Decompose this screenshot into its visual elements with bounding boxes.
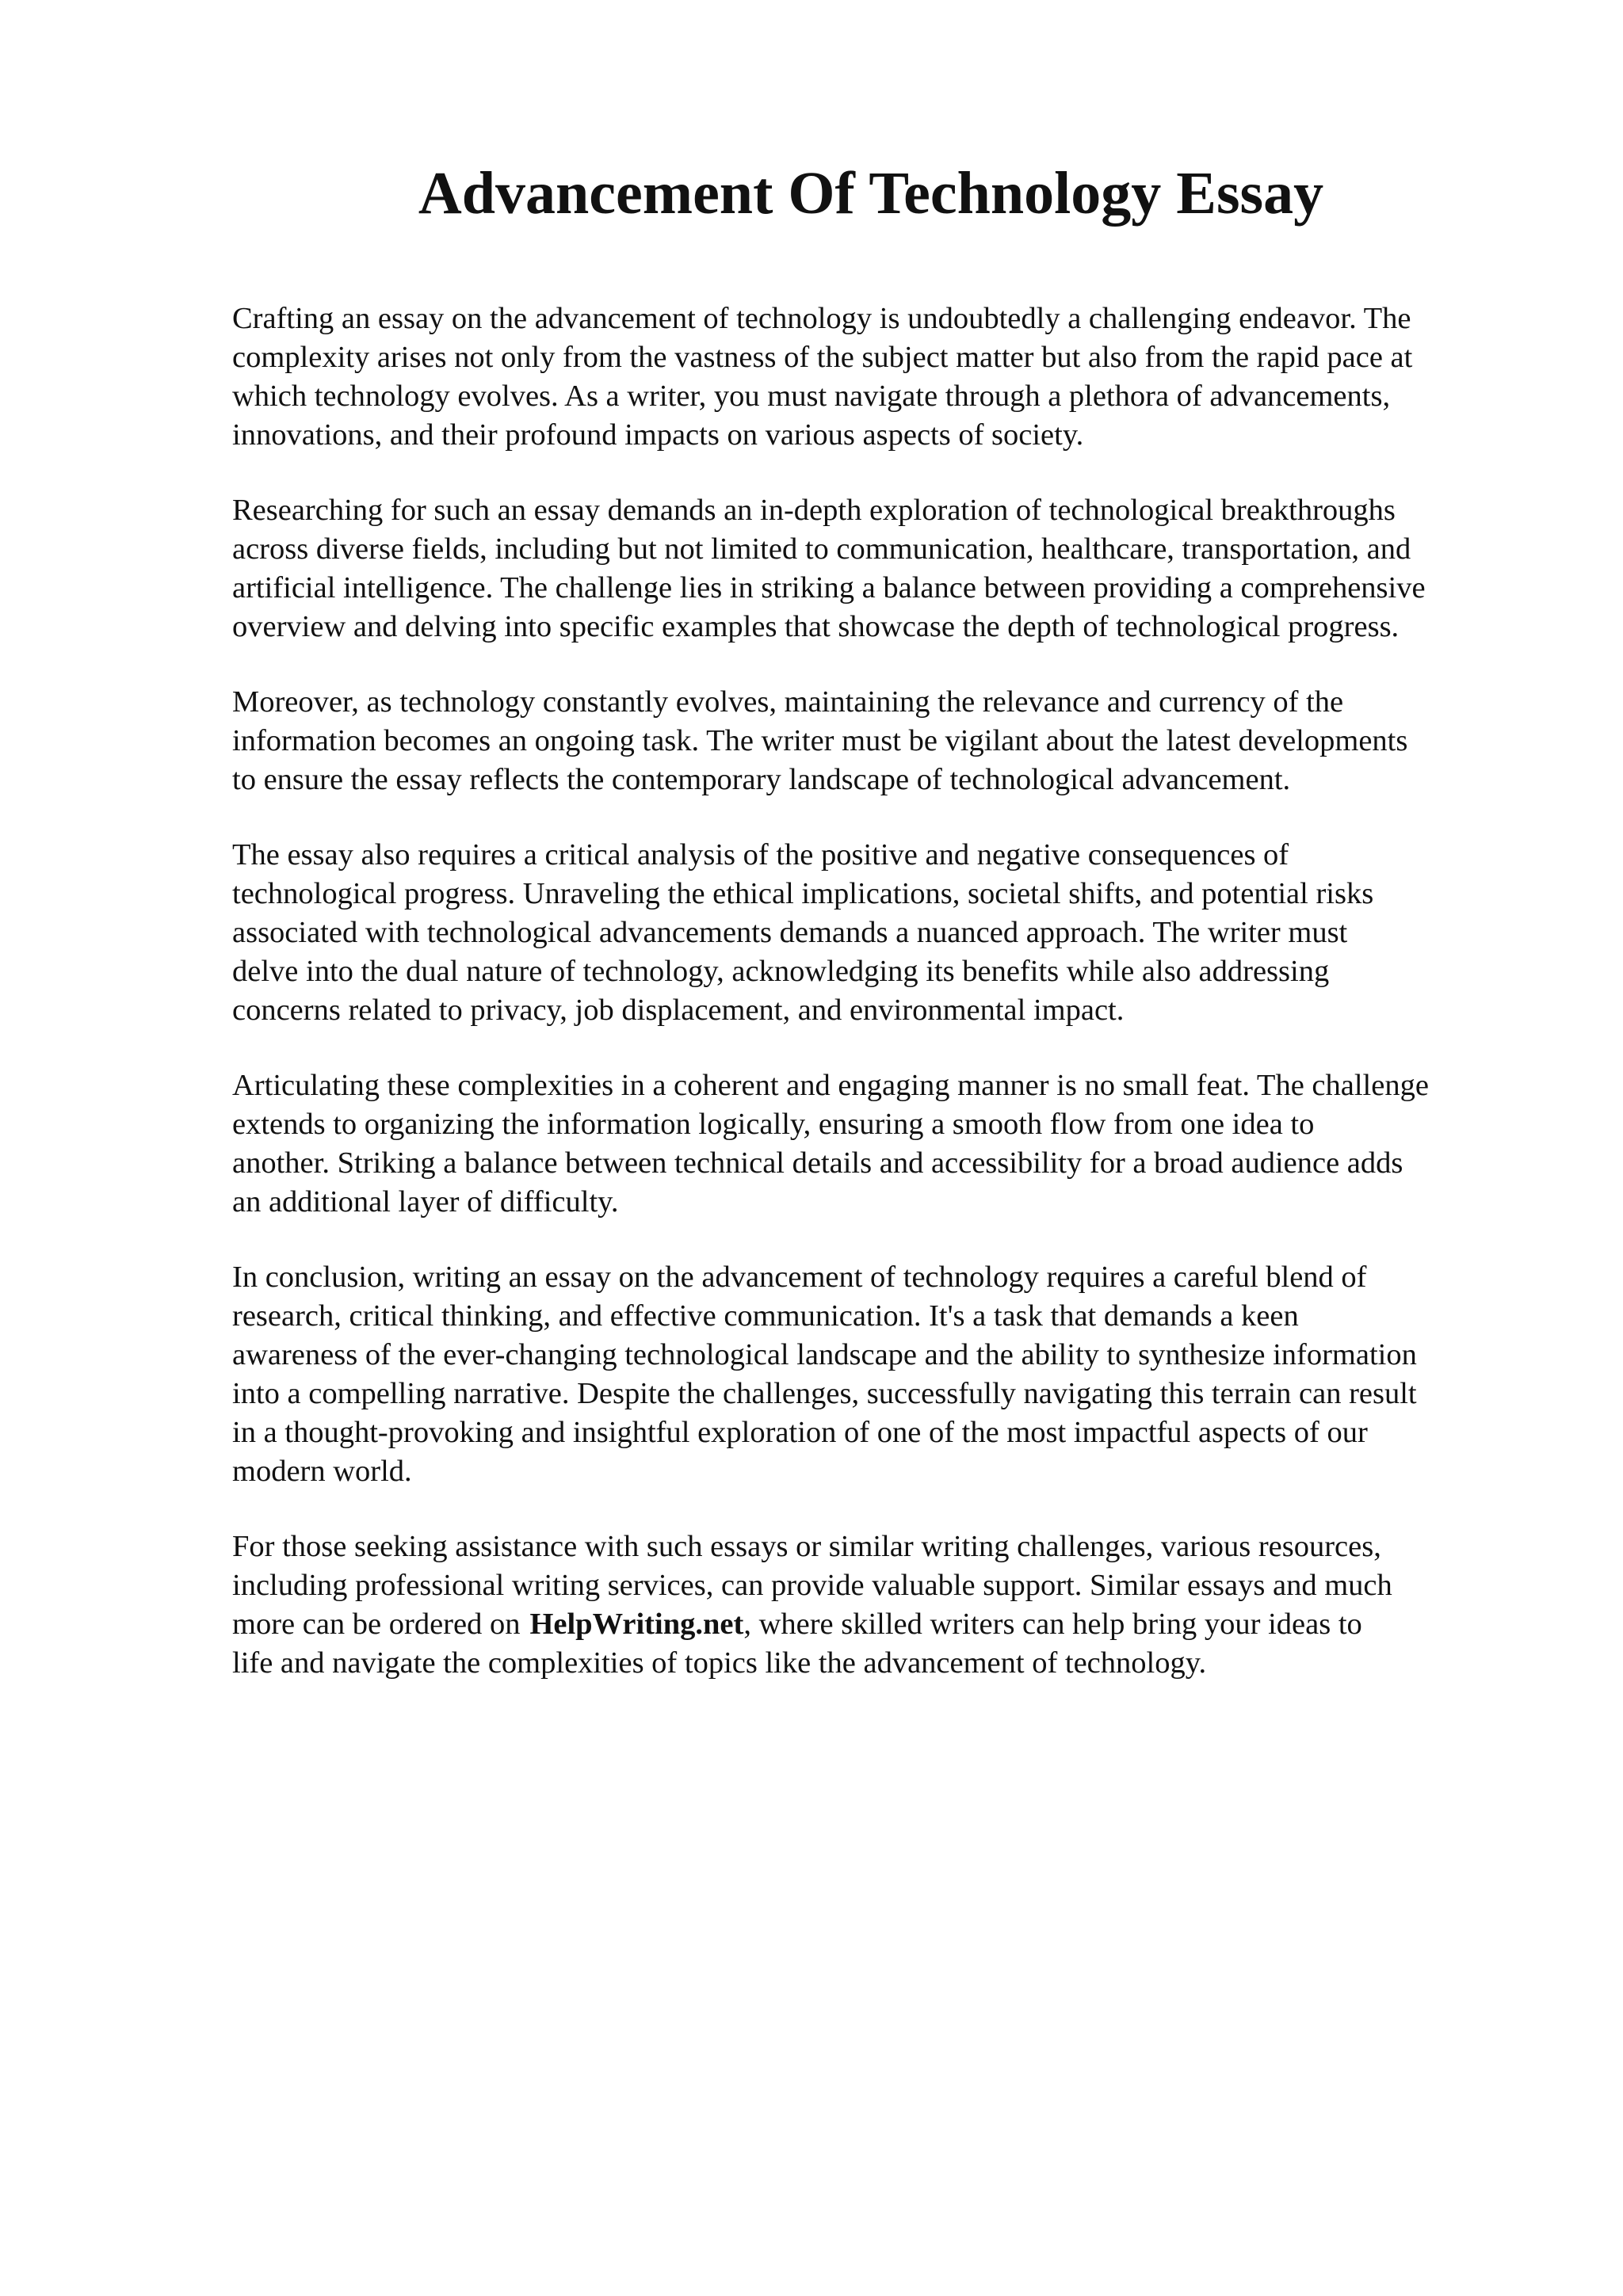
paragraph-line: concerns related to privacy, job displacement, and environmental impact.	[232, 994, 1125, 1027]
paragraph-line: which technology evolves. As a writer, you must navigate through a plethora of advancements,	[232, 379, 1391, 413]
paragraph-line: Crafting an essay on the advancement of technology is undoubtedly a challenging endeavor. The	[232, 302, 1411, 335]
paragraph-line-with-link	[232, 1605, 1532, 1644]
paragraph-line: including professional writing services, can provide valuable support. Similar essays and much	[232, 1569, 1392, 1602]
paragraph-line: artificial intelligence. The challenge lies in striking a balance between providing a comprehensive	[232, 571, 1426, 605]
document-title: Advancement Of Technology Essay	[418, 160, 1324, 227]
paragraph-line: innovations, and their profound impacts on various aspects of society.	[232, 418, 1084, 452]
line-text-after-link: , where skilled writers can help bring your ideas to	[743, 1608, 1362, 1641]
paragraph-line: complexity arises not only from the vastness of the subject matter but also from the rapid pace at	[232, 341, 1413, 374]
paragraph-line: awareness of the ever-changing technological landscape and the ability to synthesize information	[232, 1338, 1417, 1371]
helpwriting-link[interactable]: HelpWriting.net	[529, 1608, 744, 1641]
paragraph-line: into a compelling narrative. Despite the challenges, successfully navigating this terrain can result	[232, 1377, 1417, 1410]
document-body	[232, 299, 1532, 1719]
paragraph-line: Researching for such an essay demands an in-depth exploration of technological breakthroughs	[232, 494, 1396, 527]
paragraph-line: technological progress. Unraveling the ethical implications, societal shifts, and potential risks	[232, 877, 1374, 910]
paragraph-4	[232, 836, 1532, 1030]
paragraph-line: to ensure the essay reflects the contemporary landscape of technological advancement.	[232, 763, 1291, 796]
paragraph-line: extends to organizing the information logically, ensuring a smooth flow from one idea to	[232, 1108, 1315, 1141]
paragraph-line: life and navigate the complexities of topics like the advancement of technology.	[232, 1646, 1207, 1680]
paragraph-1	[232, 299, 1532, 455]
paragraph-line: research, critical thinking, and effective communication. It's a task that demands a keen	[232, 1299, 1299, 1333]
paragraph-line: across diverse fields, including but not limited to communication, healthcare, transportation, and	[232, 532, 1411, 566]
paragraph-line: The essay also requires a critical analysis of the positive and negative consequences of	[232, 838, 1289, 871]
paragraph-line: overview and delving into specific examples that showcase the depth of technological progress.	[232, 610, 1400, 643]
paragraph-line: In conclusion, writing an essay on the advancement of technology requires a careful blend of	[232, 1261, 1367, 1294]
line-text-before-link: more can be ordered on	[232, 1608, 521, 1641]
paragraph-6	[232, 1258, 1532, 1491]
paragraph-line: delve into the dual nature of technology, acknowledging its benefits while also addressing	[232, 955, 1330, 988]
paragraph-3	[232, 683, 1532, 799]
paragraph-line: an additional layer of difficulty.	[232, 1185, 619, 1219]
paragraph-line: information becomes an ongoing task. The writer must be vigilant about the latest developments	[232, 724, 1408, 757]
paragraph-line: another. Striking a balance between technical details and accessibility for a broad audience adds	[232, 1146, 1403, 1180]
paragraph-line: associated with technological advancements demands a nuanced approach. The writer must	[232, 916, 1348, 949]
paragraph-closing	[232, 1527, 1532, 1683]
paragraph-2	[232, 491, 1532, 646]
paragraph-line: Articulating these complexities in a coherent and engaging manner is no small feat. The challenge	[232, 1069, 1429, 1102]
paragraph-line: in a thought-provoking and insightful exploration of one of the most impactful aspects of our	[232, 1416, 1368, 1449]
paragraph-line: For those seeking assistance with such essays or similar writing challenges, various resources,	[232, 1530, 1381, 1563]
paragraph-line: Moreover, as technology constantly evolves, maintaining the relevance and currency of the	[232, 685, 1344, 719]
paragraph-5	[232, 1066, 1532, 1222]
paragraph-line: modern world.	[232, 1455, 412, 1488]
